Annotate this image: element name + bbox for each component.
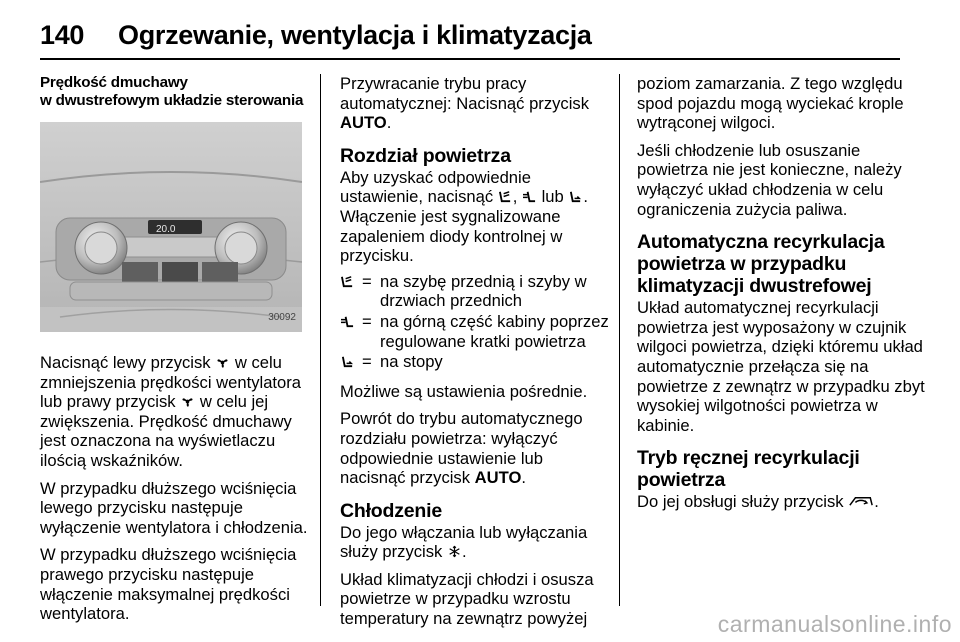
windscreen-airflow-icon — [498, 190, 513, 203]
watermark: carmanualsonline.info — [717, 611, 952, 637]
paragraph-ac-function: Układ klimatyzacji chłodzi i osusza powietrze w przypadku wzrostu temperatury na zewnątrz powyżej — [340, 569, 594, 629]
header-divider — [40, 58, 900, 60]
air-distribution-heading: Rozdział powietrza — [340, 144, 511, 167]
cooling-heading: Chłodzenie — [340, 499, 443, 522]
snowflake-icon — [447, 545, 462, 558]
paragraph-restore-auto: Przywracanie trybu pracy automatycznej: Nacisnąć przycisk AUTO. — [340, 74, 589, 133]
column-3 — [637, 74, 932, 520]
upper-body-airflow-icon — [522, 190, 537, 203]
figure-code: 30092 — [268, 312, 296, 324]
upper-body-airflow-icon — [340, 315, 355, 328]
manual-recirculation-heading: Tryb ręcznej recyrkulacji powietrza — [637, 447, 860, 492]
column-1 — [40, 74, 310, 632]
page-number: 140 — [40, 20, 85, 50]
paragraph-fan-buttons: Nacisnąć lewy przycisk w celu zmniejszenia prędkości wentylatora lub prawy przycisk w celu jej zwiększenia. Prędkość dmuchawy jest oznaczona na wyświetlaczu ilością wskaźników. — [40, 353, 302, 470]
paragraph-cooling-button: Do jego włączania lub wyłączania służy przycisk . — [340, 522, 588, 562]
paragraph-auto-recirculation: Układ automatycznej recyrkulacji powietrza jest wyposażony w czujnik wilgoci powietrza, dzięki któremu układ automatycznie przełącza się na powietrze z zewnątrz w przypadku zbyt wysokiej wilgotności powietrza w kabinie. — [637, 298, 925, 435]
column-2 — [340, 74, 610, 637]
paragraph-intermediate: Możliwe są ustawienia pośrednie. — [340, 381, 588, 401]
list-item: = na górną część kabiny poprzez regulowane kratki powietrza — [340, 312, 610, 351]
auto-button-label: AUTO — [340, 113, 387, 133]
paragraph-air-distribution: Aby uzyskać odpowiednie ustawienie, nacisnąć , lub . Włączenie jest sygnalizowane zapaleniem diody kontrolnej w przycisku. — [340, 167, 589, 266]
page-title: Ogrzewanie, wentylacja i klimatyzacja — [118, 20, 592, 50]
footwell-airflow-icon — [568, 190, 583, 203]
paragraph-manual-recirculation: Do jej obsługi służy przycisk . — [637, 492, 879, 512]
climate-control-panel-figure — [40, 122, 302, 332]
fan-icon — [215, 356, 230, 369]
paragraph-long-press-right: W przypadku dłuższego wciśnięcia prawego przycisku następuje włączenie maksymalnej prędkości wentylatora. — [40, 545, 297, 624]
footwell-airflow-icon — [340, 355, 355, 368]
paragraph-return-auto-distribution: Powrót do trybu automatycznego rozdziału powietrza: wyłączyć odpowiednie ustawienie lub nacisnąć przycisk AUTO. — [340, 409, 583, 488]
fan-icon — [180, 395, 195, 408]
fan-speed-subheading: Prędkość dmuchawy w dwustrefowym układzie sterowania — [40, 74, 304, 109]
paragraph-condensation: poziom zamarzania. Z tego względu spod pojazdu mogą wyciekać krople wytrąconej wilgoci. — [637, 74, 904, 133]
column-divider-2 — [619, 74, 620, 606]
auto-recirculation-heading: Automatyczna recyrkulacja powietrza w przypadku klimatyzacji dwustrefowej — [637, 231, 885, 298]
windscreen-airflow-icon — [340, 275, 355, 288]
list-item: = na stopy — [340, 352, 610, 372]
airflow-modes-list — [340, 272, 610, 372]
list-item: = na szybę przednią i szyby w drzwiach przednich — [340, 272, 610, 311]
recirculation-icon — [848, 495, 874, 508]
paragraph-save-fuel: Jeśli chłodzenie lub osuszanie powietrza nie jest konieczne, należy wyłączyć układ chłodzenia w celu ograniczenia zużycia paliwa. — [637, 140, 902, 219]
paragraph-long-press-left: W przypadku dłuższego wciśnięcia lewego przycisku następuje wyłączenie wentylatora i chłodzenia. — [40, 478, 308, 537]
auto-button-label: AUTO — [474, 468, 522, 488]
panel-display-readout: 20.0 — [156, 224, 176, 235]
page-header — [40, 16, 900, 58]
column-divider-1 — [320, 74, 321, 606]
